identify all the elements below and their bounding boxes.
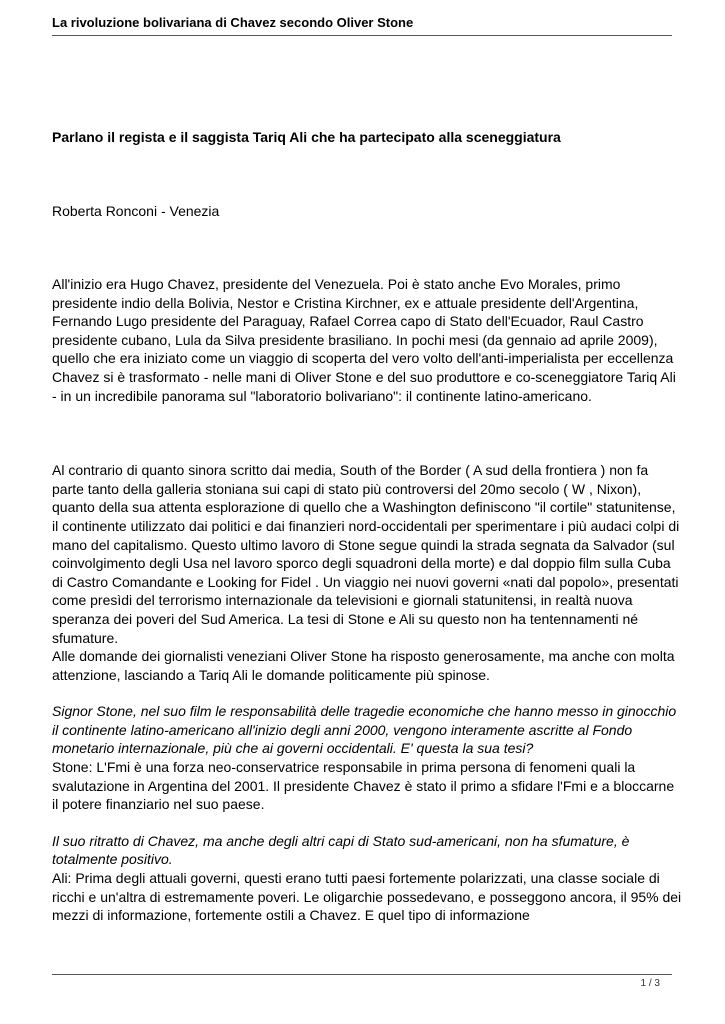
paragraph-press: Alle domande dei giornalisti veneziani Oliver Stone ha risposto generosamente, ma anche con molta attenzione, lasciando a Tariq Ali le domande politicamente più spinose. (52, 648, 675, 683)
paragraph-context: Al contrario di quanto sinora scritto dai media, South of the Border ( A sud della frontiera ) non fa parte tanto della galleria stoniana sui capi di stato più controversi del 20mo secolo ( W , Nixon), quanto della sua attenta esplorazione di quello che a Washington definiscono "il cortile" statunitense, il continente utilizzato dai politici e dai finanzieri nord-occidentali per sperimentare i più audaci colpi di mano del capitalismo. Questo ultimo lavoro di Stone segue quindi la strada segnata da Salvador (sul coinvolgimento degli Usa nel lavoro sporco degli squadroni della morte) e dal doppio film sulla Cuba di Castro Comandante e Looking for Fidel . Un viaggio nei nuovi governi «nati dal popolo», presentati come presìdi del terrorismo internazionale da televisioni e giornali statunitensi, in realtà nuova speranza dei poveri del Sud America. La tesi di Stone e Ali su questo non ha tentennamenti né sfumature. (52, 462, 680, 646)
paragraph-spacer (52, 814, 682, 832)
page-header-title: La rivoluzione bolivariana di Chavez secondo Oliver Stone (52, 15, 414, 30)
interview-answer-2: Ali: Prima degli attuali governi, questi erano tutti paesi fortemente polarizzati, una classe sociale di ricchi e un'altra di estremamente poveri. Le oligarchie possedevano, e posseggono ancora, il 95% dei mezzi di informazione, fortemente ostili a Chavez. E quel tipo di informazione (52, 870, 682, 924)
paragraph-intro: All'inizio era Hugo Chavez, presidente del Venezuela. Poi è stato anche Evo Morales, primo presidente indio della Bolivia, Nestor e Cristina Kirchner, ex e attuale presidente dell'Argentina, Fernando Lugo presidente del Paraguay, Rafael Correa capo di Stato dell'Ecuador, Raul Castro presidente cubano, Lula da Silva presidente brasiliano. In pochi mesi (da gennaio ad aprile 2009), quello che era iniziato come un viaggio di scoperta del vero volto dell'anti-imperialista per eccellenza Chavez si è trasformato - nelle mani di Oliver Stone e del suo produttore e co-sceneggiatore Tariq Ali - in un incredibile panorama sul "laboratorio bolivariano": il continente latino-americano. (52, 276, 676, 404)
paragraph-spacer (52, 405, 682, 461)
interview-question-1: Signor Stone, nel suo film le responsabilità delle tragedie economiche che hanno messo in ginocchio il continente latino-americano all'inizio degli anni 2000, vengono interamente ascritte al Fondo monetario internazionale, più che ai governi occidentali. E' questa la sua tesi? (52, 703, 677, 757)
footer-divider (52, 974, 672, 975)
interview-answer-1: Stone: L'Fmi è una forza neo-conservatrice responsabile in prima persona di fenomeni quali la svalutazione in Argentina del 2001. Il presidente Chavez è stato il primo a sfidare l'Fmi e a bloccarne il potere finanziario nel suo paese. (52, 759, 675, 813)
header-divider (52, 35, 672, 36)
interview-question-2: Il suo ritratto di Chavez, ma anche degli altri capi di Stato sud-americani, non ha sfumature, è totalmente positivo. (52, 832, 630, 868)
article-body (52, 275, 682, 925)
article-author: Roberta Ronconi - Venezia (52, 203, 220, 219)
paragraph-spacer (52, 684, 682, 702)
page-number: 1 / 3 (640, 978, 660, 989)
article-subtitle: Parlano il regista e il saggista Tariq Ali che ha partecipato alla sceneggiatura (52, 129, 561, 145)
